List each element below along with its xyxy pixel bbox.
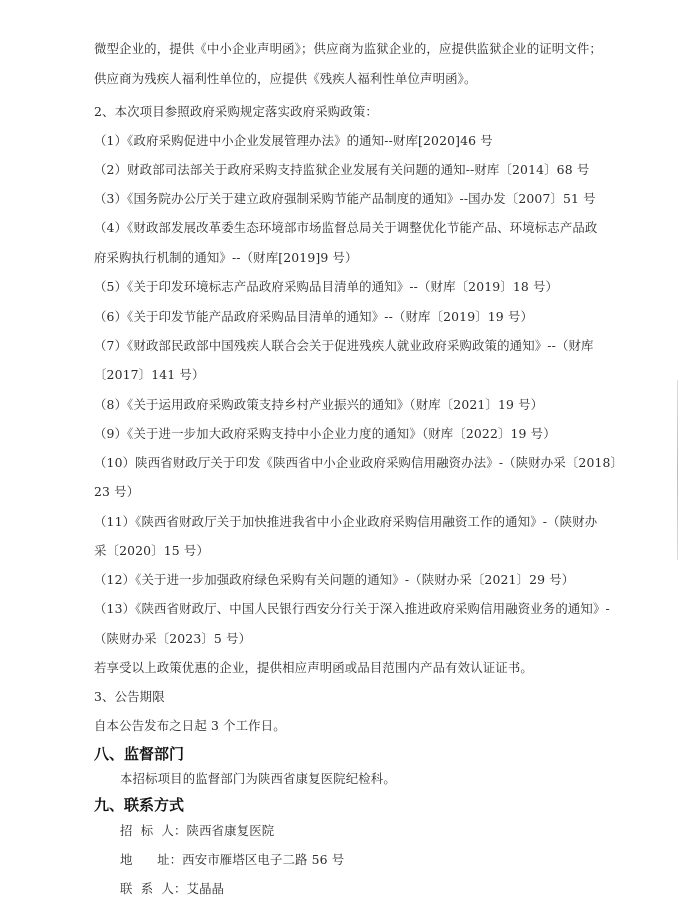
policy-item: （12）《关于进一步加强政府绿色采购有关问题的通知》-（陕财办采〔2021〕29 号）	[94, 572, 575, 587]
policy-item: （5）《关于印发环境标志产品政府采购品目清单的通知》--（财库〔2019〕18 号）	[94, 279, 559, 294]
policy-heading: 2、本次项目参照政府采购规定落实政府采购政策：	[94, 104, 378, 119]
policy-item-cont: 23 号）	[94, 484, 140, 499]
policy-item: （6）《关于印发节能产品政府采购品目清单的通知》--（财库〔2019〕19 号）	[94, 309, 534, 324]
scan-edge-shadow	[677, 380, 678, 560]
policy-item-cont: （陕财办采〔2023〕5 号）	[94, 631, 252, 646]
policy-item-cont: 〔2017〕141 号）	[94, 367, 205, 382]
policy-item: （9）《关于进一步加大政府采购支持中小企业力度的通知》（财库〔2022〕19 号）	[94, 426, 556, 441]
policy-item: （3）《国务院办公厅关于建立政府强制采购节能产品制度的通知》--国办发〔2007〕51 号	[94, 191, 596, 206]
contact-value: 西安市雁塔区电子二路 56 号	[182, 852, 345, 867]
notice-text: 自本公告发布之日起 3 个工作日。	[94, 718, 286, 733]
contact-label: 招 标 人：	[120, 823, 187, 838]
section8-text: 本招标项目的监督部门为陕西省康复医院纪检科。	[120, 771, 396, 786]
section8-title: 八、监督部门	[94, 745, 185, 763]
contact-value: 艾晶晶	[186, 881, 225, 896]
policy-item: （2）财政部司法部关于政府采购支持监狱企业发展有关问题的通知--财库〔2014〕68 号	[94, 162, 590, 177]
policy-item: （1）《政府采购促进中小企业发展管理办法》的通知--财库[2020]46 号	[94, 133, 493, 148]
policy-note: 若享受以上政策优惠的企业，提供相应声明函或品目范围内产品有效认证证书。	[94, 660, 533, 675]
contact-row-address	[120, 852, 344, 868]
contact-value: 陕西省康复医院	[186, 823, 275, 838]
intro-line-1: 微型企业的，提供《中小企业声明函》；供应商为监狱企业的，应提供监狱企业的证明文件；	[94, 41, 602, 56]
notice-heading: 3、公告期限	[94, 689, 165, 704]
policy-item: （10）陕西省财政厅关于印发《陕西省中小企业政府采购信用融资办法》-（陕财办采〔2018〕	[94, 455, 624, 470]
contact-row-person	[120, 881, 224, 897]
policy-item: （4）《财政部发展改革委生态环境部市场监督总局关于调整优化节能产品、环境标志产品政	[94, 220, 598, 235]
contact-row-tenderer	[120, 823, 274, 839]
policy-item: （8）《关于运用政府采购政策支持乡村产业振兴的通知》（财库〔2021〕19 号）	[94, 397, 544, 412]
policy-item-cont: 采〔2020〕15 号）	[94, 543, 209, 558]
policy-item: （7）《财政部民政部中国残疾人联合会关于促进残疾人就业政府采购政策的通知》--（财库	[94, 338, 594, 353]
policy-item: （11）《陕西省财政厅关于加快推进我省中小企业政府采购信用融资工作的通知》-（陕财办	[94, 514, 598, 529]
intro-line-2: 供应商为残疾人福利性单位的，应提供《残疾人福利性单位声明函》。	[94, 71, 477, 86]
contact-label: 地 址：	[120, 852, 183, 867]
policy-item: （13）《陕西省财政厅、中国人民银行西安分行关于深入推进政府采购信用融资业务的通知》-	[94, 601, 610, 616]
section9-title: 九、联系方式	[94, 796, 185, 814]
contact-label: 联 系 人：	[120, 881, 187, 896]
policy-item-cont: 府采购执行机制的通知》--（财库[2019]9 号）	[94, 250, 358, 265]
